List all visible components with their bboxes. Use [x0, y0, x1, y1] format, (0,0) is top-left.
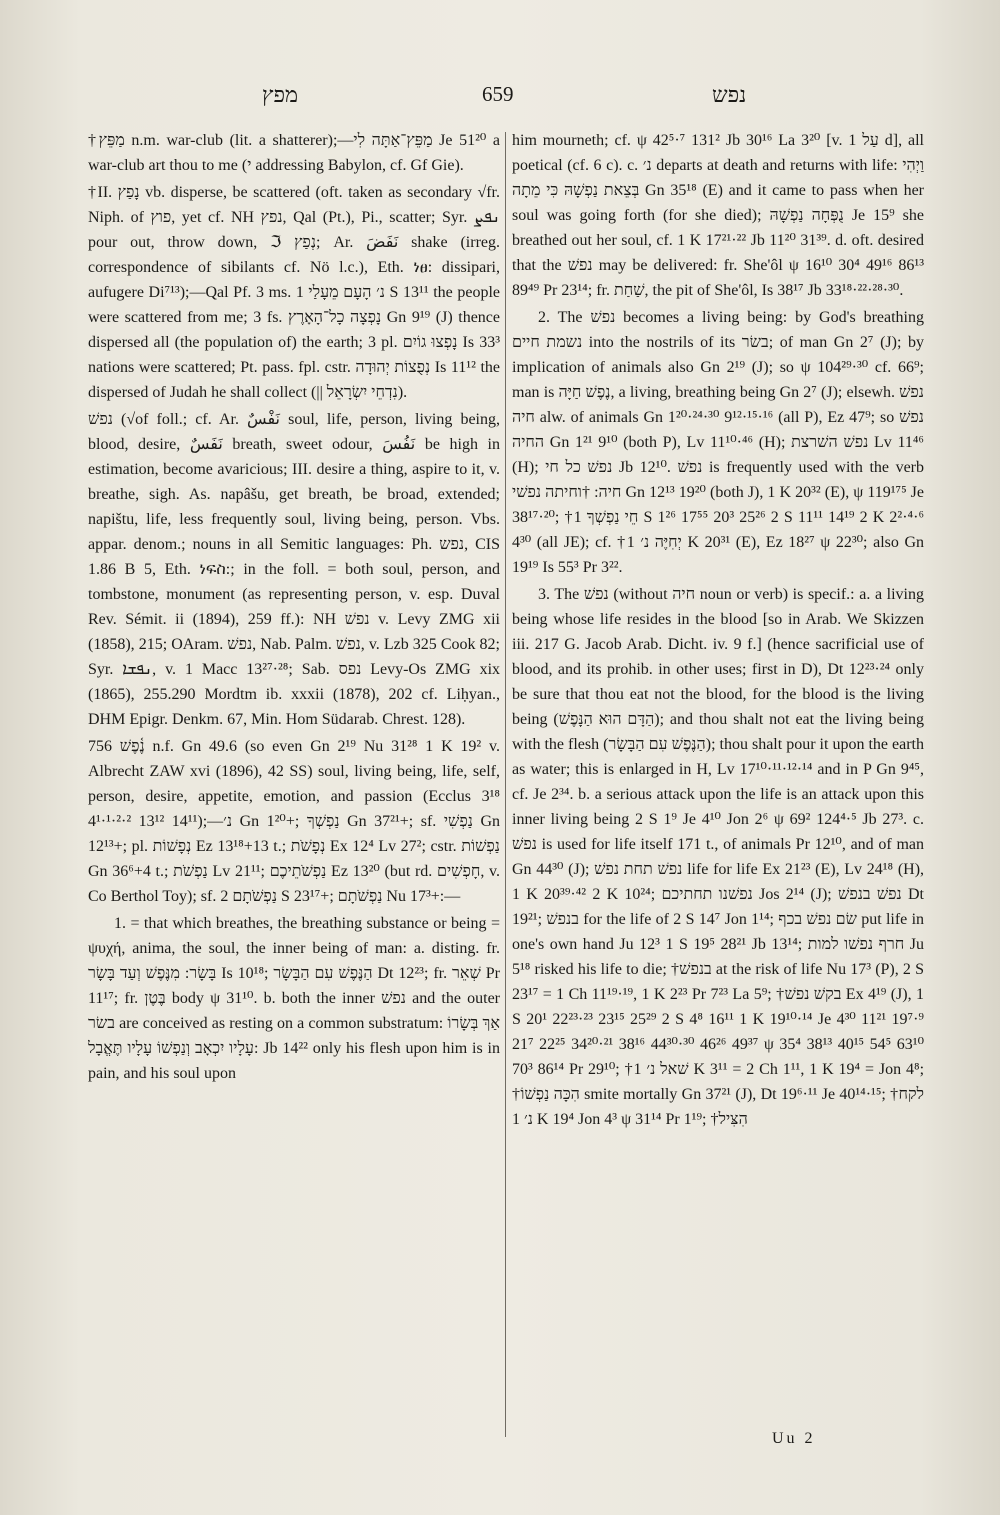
left-column [88, 128, 500, 1448]
running-head-right: נפש [712, 83, 747, 108]
sense-1: 1. = that which breathes, the breathing substance or being = ψυχή, anima, the soul, the inner being of man: a. disting. fr. בָּשָׂר: מִנֶּפֶשׁ וְעַד בָּשָׂר Is 10¹⁸; הַנֶּפֶשׁ עִם הַבָּשָׂר Dt 12²³; fr. שְׁאֵר Pr 11¹⁷; fr. בֶּטֶן body ψ 31¹⁰. b. both the inner נפשׁ and the outer בשׂר are conceived as resting on a common substratum: אַךְ בְּשָׂרוֹ עָלָיו יִכְאָב וְנַפְשׁוֹ עָלָיו תֶּאֱבָל: Jb 14²² only his flesh upon him is in pain, and his soul upon [88, 915, 500, 1082]
column-divider [505, 132, 506, 1437]
entry-nephesh: נֶ֫פֶשׁ 756 n.f. Gn 49.6 (so even Gn 2¹⁹ Nu 31²⁸ 1 K 19² v. Albrecht ZAW xvi (1896), 42 SS) soul, living being, life, self, person, desire, appetite, emotion, and passion (Ecclus 3¹⁸ 4¹·¹·²·² 13¹² 14¹¹);—נ׳ Gn 1²⁰+; נַפְשְׁךָ Gn 37²¹+; sf. נַפְשִׁי Gn 12¹³+; pl. נְפָשׁוֹת Ez 13¹⁸+13 t.; נְפָשֹׁת Ex 12⁴ Lv 27²; cstr. נַפְשׁוֹת Gn 36⁶+4 t.; נַפְשֹׁת Lv 21¹¹; נַפְשֹׁתֵיכֶם Ez 13²⁰ (but rd. חָפְשִׁים, v. Co Berthol Toy); sf. נַפְשֹׁתָם 2 S 23¹⁷+; נַפְשֹׁתָם Nu 17³+:— [88, 738, 500, 905]
running-head-left: מפץ [262, 83, 299, 108]
entry-naphats: †II. נָפַץ vb. disperse, be scattered (oft. taken as secondary √fr. Niph. of פוץ, yet cf. NH נפץ, Qal (Pt.), Pi., scatter; Syr. ܢܦܨ pour out, throw down, ℑ נְפַץ; Ar. نَفَضَ shake (irreg. correspondence of sibilants cf. Nö l.c.), Eth. ነፀ: dissipari, aufugere Di⁷¹³);—Qal Pf. 3 ms. נ׳ הָעָם מֵעָלַי 1 S 13¹¹ the people were scattered from me; 3 fs. נָפְצָה כָל־הָאָרֶץ Gn 9¹⁹ (J) thence dispersed all (the population of) the earth; 3 pl. נָפְצוּ גוֹיִם Is 33³ nations were scattered; Pt. pass. fpl. cstr. נְפֻצוֹת יְהוּדָה Is 11¹² the dispersed of Judah he shall collect (|| נִדְחֵי יִשְׂרָאֵל). [88, 184, 500, 401]
entry-root-nephesh: נפשׁ (√of foll.; cf. Ar. نَفْسٌ soul, life, person, living being, blood, desire, نَفَسٌ breath, sweet odour, نَفُسَ be high in estimation, become avaricious; III. desire a thing, aspire to it, v. breathe, sigh. As. napâšu, get breath, be broad, extended; napištu, life, less frequently soul, living being, person. Vbs. appar. denom.; nouns in all Semitic languages: Ph. נפש, CIS 1.86 B 5, Eth. ነፍስ:; in the foll. = both soul, person, and tombstone, monument (as representing person, v. esp. Duval Rev. Sémit. ii (1894), 259 ff.): NH נפשׁ v. Levy ZMG xii (1858), 215; OAram. נפשׁ, Nab. Palm. נפשׁ, v. Lzb 325 Cook 82; Syr. ܢܦܫܐ, v. 1 Macc 13²⁷·²⁸; Sab. נפס Levy-Os ZMG xix (1865), 255.290 Mordtm ib. xxxii (1878), 202 cf. Liḥyan., DHM Epigr. Denkm. 67, Min. Hom Südarab. Chrest. 128). [88, 411, 500, 728]
sense-1-continued: him mourneth; cf. ψ 42⁵·⁷ 131² Jb 30¹⁶ La 3²⁰ [v. עַל 1 d], all poetical (cf. 6 c). c. נ׳ departs at death and returns with life: וַיְהִי בְּצֵאת נַפְשָׁהּ כִּי מֵתָה Gn 35¹⁸ (E) and it came to pass when her soul was going forth (for she died); נֻפְּחָה נַפְשָׁהּ Je 15⁹ she breathed out her soul, cf. 1 K 17²¹·²² Jb 11²⁰ 31³⁹. d. oft. desired that the נפשׁ may be delivered: fr. She'ôl ψ 16¹⁰ 30⁴ 49¹⁶ 86¹³ 89⁴⁹ Pr 23¹⁴; fr. שַׁחַת, the pit of She'ôl, Is 38¹⁷ Jb 33¹⁸·²²·²⁸·³⁰. [512, 132, 924, 299]
signature-mark: Uu 2 [772, 1430, 816, 1447]
entry-mappets: †מַפֵּץ n.m. war-club (lit. a shatterer);—מַפֵּץ־אַתָּה לִי Je 51²⁰ a war-club art thou to me (י addressing Babylon, cf. Gf Gie). [88, 132, 500, 174]
sense-2: 2. The נפשׁ becomes a living being: by God's breathing נשמת חיים into the nostrils of its בשׂר; of man Gn 2⁷ (J); by implication of animals also Gn 2¹⁹ (J); so ψ 104²⁹·³⁰ cf. 66⁹; man is נֶפֶשׁ חַיָּה, a living, breathing being Gn 2⁷ (J); elsewh. נפשׁ חיה alw. of animals Gn 1²⁰·²⁴·³⁰ 9¹²·¹⁵·¹⁶ (all P), Ez 47⁹; so נפשׁ החיה Gn 1²¹ 9¹⁰ (both P), Lv 11¹⁰·⁴⁶ (H); נפשׁ השׁרצת Lv 11⁴⁶ (H); נפשׁ כל חי Jb 12¹⁰. נפשׁ is frequently used with the verb חיה: †וחיתה נפשׁי Gn 12¹³ 19²⁰ (both J), 1 K 20³² (E), ψ 119¹⁷⁵ Je 38¹⁷·²⁰; †חֵי נַפְשְׁךָ 1 S 1²⁶ 17⁵⁵ 20³ 25²⁶ 2 S 11¹¹ 14¹⁹ 2 K 2²·⁴·⁶ 4³⁰ (all JE); cf. †יְחִיֶּה נ׳ 1 K 20³¹ (E), Ez 18²⁷ ψ 22³⁰; also Gn 19¹⁹ Is 55³ Pr 3²². [512, 309, 924, 576]
page-number: 659 [482, 82, 514, 106]
right-column [512, 128, 924, 1448]
sense-3: 3. The נפשׁ (without חיה noun or verb) is specif.: a. a living being whose life resides in the blood [so in Arab. We Skizzen iii. 217 G. Jacob Arab. Dicht. iv. 9 f.] (hence sacrificial use of blood, and its prohib. in other uses; first in D), Dt 12²³·²⁴ only be sure that thou eat not the blood, for the blood is the living being (הַדָּם הוּא הַנָּפֶשׁ); and thou shalt not eat the living being with the flesh (הַנֶּפֶשׁ עִם הַבָּשָׂר); thou shalt pour it upon the earth as water; this is enlarged in H, Lv 17¹⁰·¹¹·¹²·¹⁴ and in P Gn 9⁴⁵, cf. Je 2³⁴. b. a serious attack upon the life is an attack upon this inner living being 2 S 1⁹ Je 4¹⁰ Jon 2⁶ ψ 69² 124⁴·⁵ Jb 27³. c. נפשׁ is used for life itself 171 t., of animals Pr 12¹⁰, and of man Gn 44³⁰ (J); נפשׁ תחת נפשׁ life for life Ex 21²³ (E), Lv 24¹⁸ (H), 1 K 20³⁹·⁴² 2 K 10²⁴; נפשׁנו תחתיכם Jos 2¹⁴ (J); נפשׁ בנפשׁ Dt 19²¹; בנפשׁ for the life of 2 S 14⁷ Jon 1¹⁴; שׂם נפשׁ בכף put life in one's own hand Ju 12³ 1 S 19⁵ 28²¹ Jb 13¹⁴; חרף נפשׁו למות Ju 5¹⁸ risked his life to die; †בנפשׁ at the risk of life Nu 17³ (P), 2 S 23¹⁷ = 1 Ch 11¹⁹·¹⁹, 1 K 2²³ Pr 7²³ La 5⁹; †בקשׁ נפשׁ Ex 4¹⁹ (J), 1 S 20¹ 22²³·²³ 23¹⁵ 25²⁹ 2 S 4⁸ 16¹¹ 1 K 19¹⁰·¹⁴ Je 4³⁰ 11²¹ 19⁷·⁹ 21⁷ 22²⁵ 34²⁰·²¹ 38¹⁶ 44³⁰·³⁰ 46²⁶ 49³⁷ ψ 35⁴ 38¹³ 40¹⁵ 54⁵ 63¹⁰ 70³ 86¹⁴ Pr 29¹⁰; †שׁאל נ׳ 1 K 3¹¹ = 2 Ch 1¹¹, 1 K 19⁴ = Jon 4⁸; †הִכָּה נַפְשׁוֹ smite mortally Gn 37²¹ (J), Dt 19⁶·¹¹ Je 40¹⁴·¹⁵; †לקח נ׳ 1 K 19⁴ Jon 4³ ψ 31¹⁴ Pr 1¹⁹; †הִצִּיל [512, 586, 924, 1128]
